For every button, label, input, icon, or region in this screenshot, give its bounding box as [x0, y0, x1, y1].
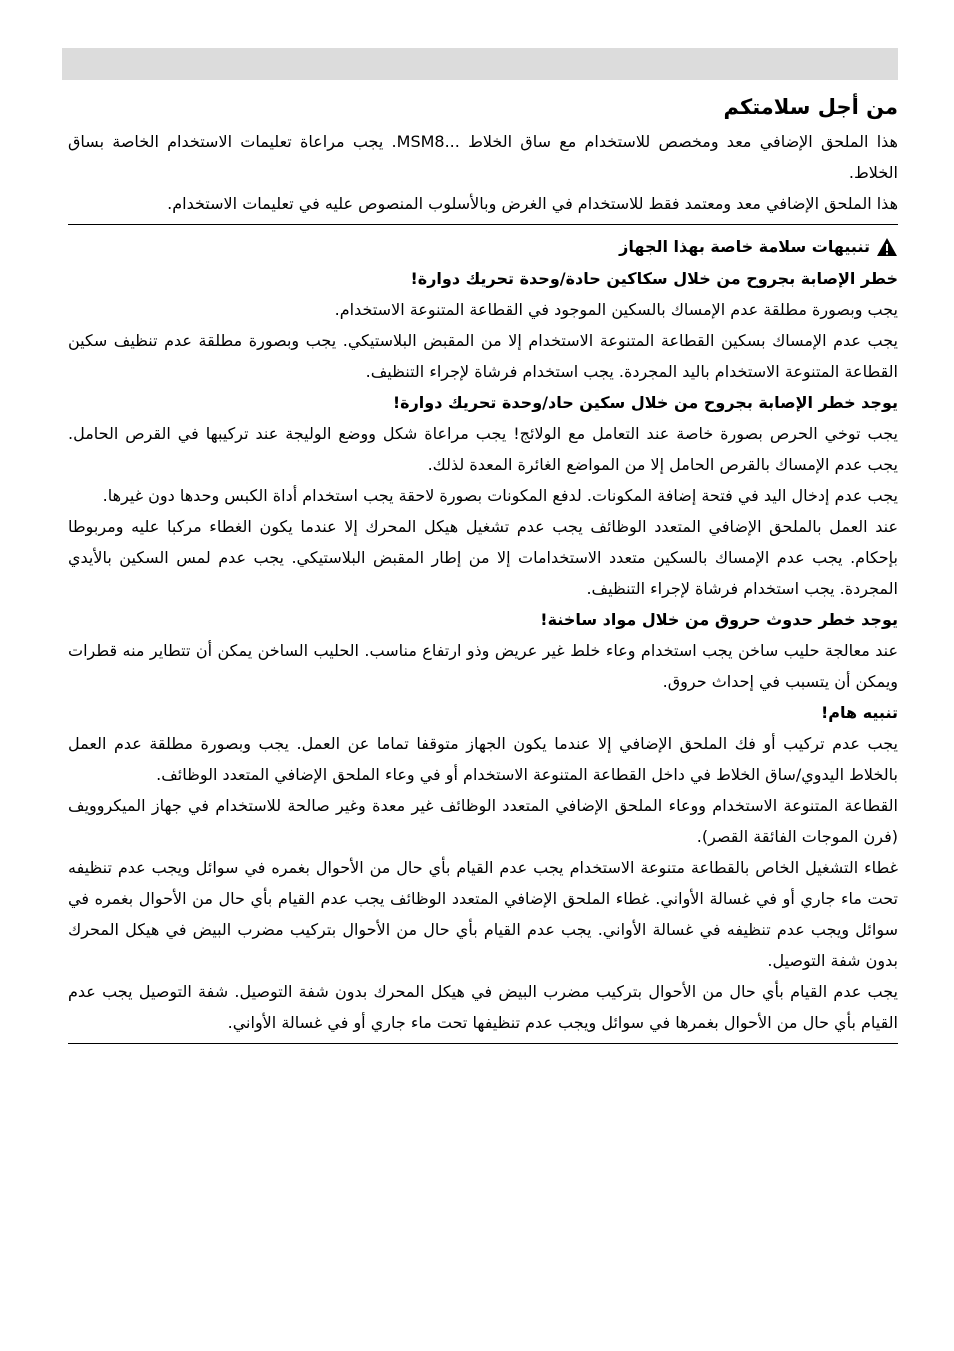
warning-subheading: خطر الإصابة بجروح من خلال سكاكين حادة/وحدة تحريك دوارة!: [410, 269, 898, 288]
body-paragraph: يجب عدم تركيب أو فك الملحق الإضافي إلا عندما يكون الجهاز متوقفا تماما عن العمل. يجب وبصورة مطلقة عدم العمل بالخلاط اليدوي/ساق الخلاط في داخل القطاعة المتنوعة الاستخدام أو في وعاء الملحق الإضافي المتعدد الوظائف.: [68, 734, 898, 784]
body-paragraph: يجب توخي الحرص بصورة خاصة عند التعامل مع الولائج! يجب مراعاة شكل ووضع الوليجة عند تركيبها في القرص الحامل. يجب عدم الإمساك بالقرص الحامل إلا من المواضع الغائرة المعدة لذلك.: [68, 424, 898, 474]
warning-subheading: يوجد خطر حدوث حروق من خلال مواد ساخنة!: [540, 610, 898, 629]
body-paragraph: يجب عدم إدخال اليد في فتحة إضافة المكونات. لدفع المكونات بصورة لاحقة يجب استخدام أداة الكبس وحدها دون غيرها.: [102, 486, 898, 505]
body-paragraph: يجب وبصورة مطلقة عدم الإمساك بالسكين الموجود في القطاعة المتنوعة الاستخدام.: [334, 300, 898, 319]
page-title: من أجل سلامتكم: [723, 95, 898, 119]
section-heading-text: تنبيهات سلامة خاصة بهذا الجهاز: [619, 237, 870, 256]
body-paragraph: يجب عدم الإمساك بسكين القطاعة المتنوعة الاستخدام إلا من المقبض البلاستيكي. يجب وبصورة مطلقة عدم تنظيف سكين القطاعة المتنوعة الاستخدام باليد المجردة. يجب استخدام فرشاة لإجراء التنظيف.: [68, 331, 898, 381]
body-paragraph: القطاعة المتنوعة الاستخدام ووعاء الملحق الإضافي المتعدد الوظائف غير معدة وغير صالحة للاستخدام في جهاز الميكروويف (فرن الموجات الفائقة القصر).: [68, 796, 898, 846]
warning-subheading: تنبيه هام!: [821, 703, 898, 722]
warning-triangle-icon: [876, 237, 898, 257]
body-paragraph: عند العمل بالملحق الإضافي المتعدد الوظائف يجب عدم تشغيل هيكل المحرك إلا عندما يكون الغطاء مركبا عليه ومربوطا بإحكام. يجب عدم الإمساك بالسكين متعدد الاستخدامات إلا من إطار المقبض البلاستيكي. يجب عدم لمس السكين بالأيدي المجردة. يجب استخدام فرشاة لإجراء التنظيف.: [68, 517, 898, 598]
body-paragraph: عند معالجة حليب ساخن يجب استخدام وعاء خلط غير عريض وذو ارتفاع مناسب. الحليب الساخن يمكن أن تتطاير منه قطرات ويمكن أن يتسبب في إحداث حروق.: [68, 641, 898, 691]
safety-blocks: [68, 263, 898, 1038]
divider: [68, 1043, 898, 1044]
intro-paragraph: هذا الملحق الإضافي معد ومعتمد فقط للاستخدام في الغرض وبالأسلوب المنصوص عليه في تعليمات الاستخدام.: [167, 194, 898, 213]
body-paragraph: يجب عدم القيام بأي حال من الأحوال بتركيب مضرب البيض في هيكل المحرك بدون شفة التوصيل. شفة التوصيل يجب عدم القيام بأي حال من الأحوال بغمرها في سوائل ويجب عدم تنظيفها تحت ماء جاري أو في غسالة الأواني.: [68, 982, 898, 1032]
body-paragraph: غطاء التشغيل الخاص بالقطاعة متنوعة الاستخدام يجب عدم القيام بأي حال من الأحوال بغمره في سوائل ويجب عدم تنظيفه تحت ماء جاري أو في غسالة الأواني. غطاء الملحق الإضافي المتعدد الوظائف يجب عدم القيام بأي حال من الأحوال بغمره في سوائل ويجب عدم تنظيفه في غسالة الأواني. يجب عدم القيام بأي حال من الأحوال بتركيب مضرب البيض في هيكل المحرك بدون شفة التوصيل.: [68, 858, 898, 970]
document-content: [68, 92, 898, 1050]
section-heading: [68, 231, 898, 263]
warning-subheading: يوجد خطر الإصابة بجروح من خلال سكين حاد/وحدة تحريك دوارة!: [392, 393, 898, 412]
header-bar: [62, 48, 898, 80]
divider: [68, 224, 898, 225]
intro-paragraph: هذا الملحق الإضافي معد ومخصص للاستخدام مع ساق الخلاط ...MSM8. يجب مراعاة تعليمات الاستخدام الخاصة بساق الخلاط.: [68, 132, 898, 182]
